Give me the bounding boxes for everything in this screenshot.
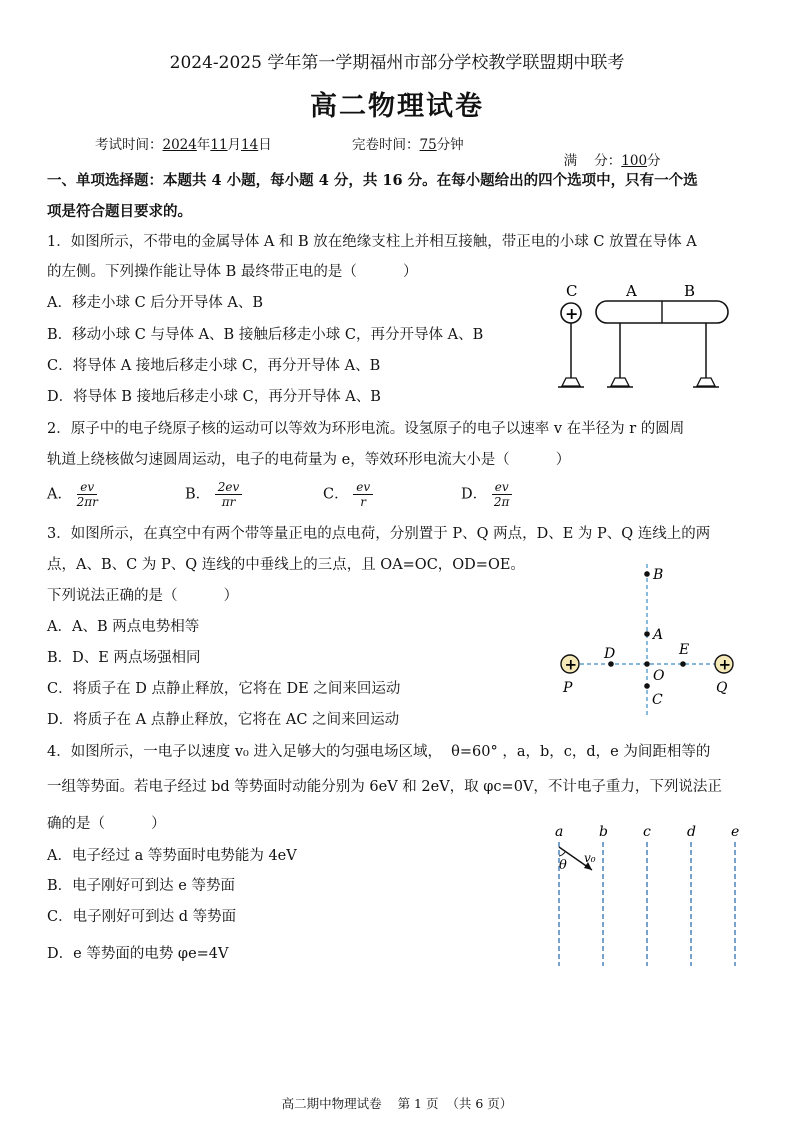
exam-year: 2024: [162, 137, 197, 153]
q2-stem-line1: 2．原子中的电子绕原子核的运动可以等效为环形电流。设氢原子的电子以速率 v 在半径为 r 的圆周: [47, 421, 685, 437]
label-q: Q: [716, 680, 728, 696]
q4-option-d: D．e 等势面的电势 φe=4V: [47, 946, 229, 962]
label-e: E: [679, 642, 690, 658]
point-b: [644, 571, 650, 577]
q4-option-a: A．电子经过 a 等势面时电势能为 4eV: [47, 848, 297, 864]
plus-sign: +: [565, 304, 579, 323]
q3-option-a: A．A、B 两点电势相等: [47, 619, 200, 635]
q4-stem-line3: 确的是（ ）: [47, 816, 166, 832]
label-d: D: [604, 646, 616, 662]
q2-option-d: [461, 480, 512, 509]
numerator: ev: [77, 480, 97, 495]
full-score: [555, 133, 661, 169]
year-unit: 年: [196, 137, 211, 153]
point-a: [644, 631, 650, 637]
exam-month: 11: [210, 137, 228, 153]
q2-option-c: [323, 480, 373, 509]
angle-arc: [559, 852, 565, 856]
label-d: d: [687, 824, 696, 840]
exam-day: 14: [241, 137, 259, 153]
q3-stem-line1: 3．如图所示，在真空中有两个带等量正电的点电荷，分别置于 P、Q 两点，D、E 为 P、Q 连线上的两: [47, 526, 711, 542]
q1-conductor-figure: [548, 278, 738, 393]
duration: [352, 133, 464, 153]
q2-fraction: [353, 480, 373, 509]
duration-value: 75: [419, 137, 437, 153]
q3-charges-figure: [550, 560, 750, 720]
charge-q-plus: +: [718, 655, 732, 674]
label-b: b: [599, 824, 608, 840]
q2-option-letter: B．: [185, 486, 211, 503]
score-value: 100: [621, 153, 648, 169]
label-c: C: [652, 692, 663, 708]
label-a: a: [555, 824, 564, 840]
section-heading-line2: 项是符合题目要求的。: [47, 203, 192, 220]
q4-option-b: B．电子刚好可到达 e 等势面: [47, 878, 235, 894]
section-heading-line1: 一、单项选择题：本题共 4 小题，每小题 4 分，共 16 分。在每小题给出的四个选项中，只有一个选: [47, 172, 698, 189]
q1-label-c: C: [566, 282, 578, 300]
denominator: 2πr: [76, 495, 98, 509]
q2-stem-line2: 轨道上绕核做匀速圆周运动，电子的电荷量为 e，等效环形电流大小是（ ）: [47, 452, 571, 468]
denominator: πr: [221, 495, 236, 509]
score-unit: 分: [647, 153, 661, 169]
denominator: 2π: [493, 495, 510, 509]
month-unit: 月: [227, 137, 242, 153]
point-c: [644, 683, 650, 689]
q2-option-b: [185, 480, 242, 509]
label-a: A: [653, 627, 664, 643]
exam-time-label: 考试时间：: [95, 137, 163, 153]
q4-option-c: C．电子刚好可到达 d 等势面: [47, 909, 237, 925]
day-unit: 日: [258, 137, 272, 153]
q1-stem-line1: 1．如图所示，不带电的金属导体 A 和 B 放在绝缘支柱上并相互接触，带正电的小球 C 放置在导体 A: [47, 234, 697, 250]
q4-equipotential-figure: [548, 820, 748, 970]
exam-time: [95, 133, 272, 153]
duration-unit: 分钟: [436, 137, 464, 153]
v0-label: v₀: [584, 851, 596, 865]
q1-option-c: C．将导体 A 接地后移走小球 C，再分开导体 A、B: [47, 358, 381, 374]
q1-option-b: B．移动小球 C 与导体 A、B 接触后移走小球 C，再分开导体 A、B: [47, 327, 484, 343]
score-label: 满 分：: [563, 153, 622, 169]
base-b: [697, 378, 715, 386]
q4-stem-line2: 一组等势面。若电子经过 bd 等势面时动能分别为 6eV 和 2eV，取 φc=0V，不计电子重力，下列说法正: [47, 779, 722, 795]
base-a: [611, 378, 629, 386]
label-b: B: [653, 567, 664, 583]
school-header: 2024-2025 学年第一学期福州市部分学校教学联盟期中联考: [169, 53, 625, 73]
denominator: r: [360, 495, 367, 509]
q1-stem-line2: 的左侧。下列操作能让导体 B 最终带正电的是（ ）: [47, 264, 418, 280]
q2-option-letter: C．: [323, 486, 349, 503]
theta-label: θ: [559, 858, 567, 873]
point-o: [644, 661, 650, 667]
q3-option-c: C．将质子在 D 点静止释放，它将在 DE 之间来回运动: [47, 681, 401, 697]
point-e: [680, 661, 686, 667]
numerator: 2ev: [215, 480, 243, 495]
q1-label-b: B: [684, 282, 696, 300]
duration-label: 完卷时间：: [352, 137, 420, 153]
base-c: [562, 378, 580, 386]
q2-fraction: [492, 480, 512, 509]
charge-p-plus: +: [564, 655, 578, 674]
q4-stem-line1: 4．如图所示，一电子以速度 v₀ 进入足够大的匀强电场区域， θ=60° ，a，b，c，d，e 为间距相等的: [47, 744, 711, 760]
exam-title: 高二物理试卷: [310, 91, 484, 122]
q1-option-d: D．将导体 B 接地后移走小球 C，再分开导体 A、B: [47, 389, 381, 405]
label-o: O: [653, 668, 665, 684]
q2-option-letter: A．: [47, 486, 72, 503]
q3-stem-line3: 下列说法正确的是（ ）: [47, 588, 239, 604]
q2-option-a: [47, 480, 98, 509]
q1-label-a: A: [626, 282, 637, 300]
q3-stem-line2: 点，A、B、C 为 P、Q 连线的中垂线上的三点，且 OA=OC，OD=OE。: [47, 557, 525, 573]
q2-fraction: [215, 480, 243, 509]
label-c: c: [643, 824, 651, 840]
q2-option-letter: D．: [461, 486, 488, 503]
numerator: ev: [353, 480, 373, 495]
numerator: ev: [492, 480, 512, 495]
point-d: [608, 661, 614, 667]
label-e: e: [731, 824, 740, 840]
q2-fraction: [77, 480, 98, 509]
q3-option-b: B．D、E 两点场强相同: [47, 650, 201, 666]
label-p: P: [563, 680, 573, 696]
q3-option-d: D．将质子在 A 点静止释放，它将在 AC 之间来回运动: [47, 712, 400, 728]
page-footer: 高二期中物理试卷 第 1 页 （共 6 页）: [281, 1096, 513, 1111]
q1-option-a: A．移走小球 C 后分开导体 A、B: [47, 295, 264, 311]
